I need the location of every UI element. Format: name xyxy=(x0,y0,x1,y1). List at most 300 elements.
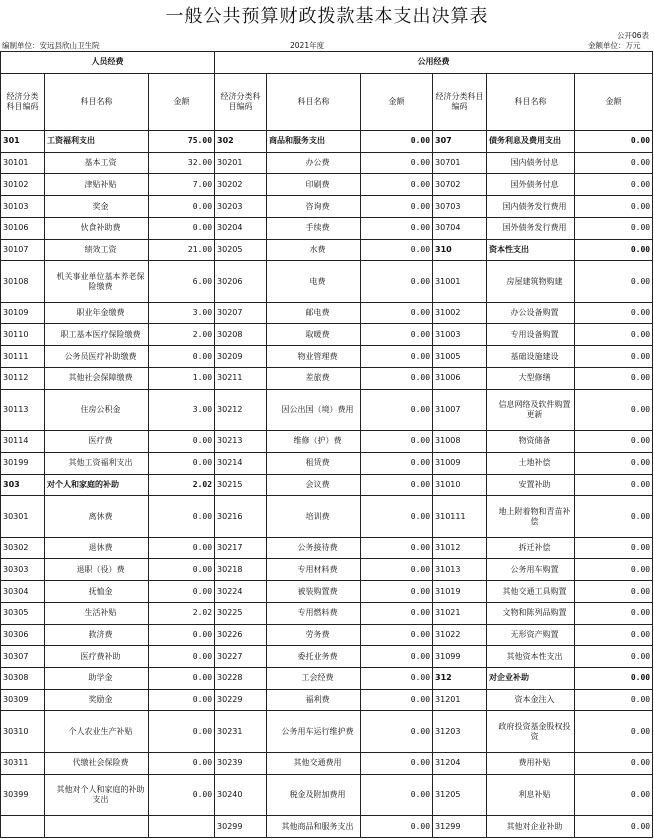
cell-name: 房屋建筑物购建 xyxy=(487,261,575,302)
cell-code: 30229 xyxy=(215,689,267,711)
cell-amount: 0.00 xyxy=(361,261,433,302)
cell-name: 福利费 xyxy=(267,689,361,711)
cell-code: 30209 xyxy=(215,346,267,368)
cell-amount: 0.00 xyxy=(575,302,653,324)
cell-name: 咨询费 xyxy=(267,196,361,218)
cell-code: 30240 xyxy=(215,774,267,815)
cell-amount: 0.00 xyxy=(575,752,653,774)
section-personnel: 人员经费 xyxy=(1,52,215,74)
cell-name: 办公设备购置 xyxy=(487,302,575,324)
cell-code: 310111 xyxy=(433,496,487,537)
cell-code: 30212 xyxy=(215,389,267,430)
cell-code: 30702 xyxy=(433,174,487,196)
cell-name: 信息网络及软件购置更新 xyxy=(487,389,575,430)
cell-code: 30109 xyxy=(1,302,45,324)
cell-amount: 0.00 xyxy=(575,496,653,537)
cell-name: 差旅费 xyxy=(267,367,361,389)
cell-amount: 32.00 xyxy=(149,152,215,174)
cell-amount: 0.00 xyxy=(361,537,433,559)
cell-name xyxy=(45,816,149,838)
cell-code: 30399 xyxy=(1,774,45,815)
cell-code: 30301 xyxy=(1,496,45,537)
cell-code: 30305 xyxy=(1,602,45,624)
cell-amount: 0.00 xyxy=(361,689,433,711)
cell-amount: 0.00 xyxy=(575,324,653,346)
cell-amount: 0.00 xyxy=(575,668,653,690)
cell-amount: 3.00 xyxy=(149,302,215,324)
cell-amount: 0.00 xyxy=(149,689,215,711)
cell-amount xyxy=(149,816,215,838)
cell-amount: 0.00 xyxy=(361,711,433,752)
cell-name: 其他工资福利支出 xyxy=(45,452,149,474)
cell-name: 税金及附加费用 xyxy=(267,774,361,815)
cell-name: 专用材料费 xyxy=(267,559,361,581)
cell-name: 地上附着物和青苗补偿 xyxy=(487,496,575,537)
header-name: 科目名称 xyxy=(267,73,361,130)
cell-code xyxy=(1,816,45,838)
cell-name: 无形资产购置 xyxy=(487,624,575,646)
cell-code: 30114 xyxy=(1,431,45,453)
cell-code: 31022 xyxy=(433,624,487,646)
cell-amount: 0.00 xyxy=(575,346,653,368)
cell-code: 30108 xyxy=(1,261,45,302)
cell-code: 30103 xyxy=(1,196,45,218)
cell-code: 307 xyxy=(433,130,487,152)
header-code: 经济分类科目编码 xyxy=(433,73,487,130)
cell-amount: 0.00 xyxy=(361,774,433,815)
cell-amount: 0.00 xyxy=(149,668,215,690)
cell-name: 基础设施建设 xyxy=(487,346,575,368)
cell-code: 30107 xyxy=(1,239,45,261)
cell-code: 30704 xyxy=(433,217,487,239)
cell-code: 30231 xyxy=(215,711,267,752)
cell-code: 31205 xyxy=(433,774,487,815)
table-row xyxy=(1,711,653,752)
cell-name: 个人农业生产补贴 xyxy=(45,711,149,752)
table-row xyxy=(1,130,653,152)
cell-amount: 0.00 xyxy=(575,711,653,752)
cell-code: 30311 xyxy=(1,752,45,774)
cell-name: 国外债务付息 xyxy=(487,174,575,196)
cell-name: 住房公积金 xyxy=(45,389,149,430)
cell-code: 31001 xyxy=(433,261,487,302)
cell-name: 对个人和家庭的补助 xyxy=(45,474,149,496)
cell-name: 机关事业单位基本养老保险缴费 xyxy=(45,261,149,302)
cell-code: 30703 xyxy=(433,196,487,218)
cell-name: 物资储备 xyxy=(487,431,575,453)
cell-name: 债务利息及费用支出 xyxy=(487,130,575,152)
cell-code: 30102 xyxy=(1,174,45,196)
cell-name: 国内债务发行费用 xyxy=(487,196,575,218)
cell-amount: 0.00 xyxy=(575,602,653,624)
cell-code: 31010 xyxy=(433,474,487,496)
cell-code: 30306 xyxy=(1,624,45,646)
table-row xyxy=(1,261,653,302)
cell-code: 312 xyxy=(433,668,487,690)
cell-name: 劳务费 xyxy=(267,624,361,646)
cell-amount: 0.00 xyxy=(575,452,653,474)
cell-amount: 0.00 xyxy=(575,581,653,603)
cell-amount: 0.00 xyxy=(575,389,653,430)
cell-code: 30206 xyxy=(215,261,267,302)
cell-amount: 0.00 xyxy=(575,646,653,668)
cell-name: 其他资本性支出 xyxy=(487,646,575,668)
table-row xyxy=(1,302,653,324)
section-public: 公用经费 xyxy=(215,52,653,74)
cell-amount: 0.00 xyxy=(361,217,433,239)
cell-name: 奖励金 xyxy=(45,689,149,711)
cell-amount: 2.02 xyxy=(149,602,215,624)
cell-amount: 0.00 xyxy=(361,130,433,152)
cell-name: 退职（役）费 xyxy=(45,559,149,581)
cell-amount: 0.00 xyxy=(149,452,215,474)
cell-name: 文物和陈列品购置 xyxy=(487,602,575,624)
cell-amount: 0.00 xyxy=(575,196,653,218)
cell-name: 其他社会保障缴费 xyxy=(45,367,149,389)
table-row xyxy=(1,559,653,581)
cell-code: 30299 xyxy=(215,816,267,838)
cell-name: 其他商品和服务支出 xyxy=(267,816,361,838)
cell-code: 30201 xyxy=(215,152,267,174)
table-row xyxy=(1,367,653,389)
cell-name: 基本工资 xyxy=(45,152,149,174)
expenditure-table xyxy=(0,51,653,838)
cell-code: 30214 xyxy=(215,452,267,474)
table-row xyxy=(1,346,653,368)
cell-amount: 0.00 xyxy=(575,152,653,174)
cell-code: 30304 xyxy=(1,581,45,603)
cell-code: 310 xyxy=(433,239,487,261)
cell-amount: 0.00 xyxy=(575,130,653,152)
table-row xyxy=(1,774,653,815)
cell-amount: 0.00 xyxy=(575,431,653,453)
table-row xyxy=(1,389,653,430)
cell-code: 303 xyxy=(1,474,45,496)
header-name: 科目名称 xyxy=(45,73,149,130)
cell-name: 安置补助 xyxy=(487,474,575,496)
cell-amount: 0.00 xyxy=(361,602,433,624)
cell-amount: 0.00 xyxy=(575,774,653,815)
cell-code: 30309 xyxy=(1,689,45,711)
cell-amount: 6.00 xyxy=(149,261,215,302)
cell-amount: 0.00 xyxy=(361,668,433,690)
cell-amount: 0.00 xyxy=(149,431,215,453)
table-row xyxy=(1,537,653,559)
cell-amount: 0.00 xyxy=(361,559,433,581)
table-row xyxy=(1,752,653,774)
cell-name: 取暖费 xyxy=(267,324,361,346)
cell-amount: 0.00 xyxy=(575,367,653,389)
cell-name: 职工基本医疗保险缴费 xyxy=(45,324,149,346)
cell-name: 土地补偿 xyxy=(487,452,575,474)
cell-name: 办公费 xyxy=(267,152,361,174)
cell-code: 31204 xyxy=(433,752,487,774)
cell-name: 被装购置费 xyxy=(267,581,361,603)
cell-name: 国内债务付息 xyxy=(487,152,575,174)
cell-amount: 0.00 xyxy=(575,559,653,581)
cell-amount: 0.00 xyxy=(575,174,653,196)
cell-name: 救济费 xyxy=(45,624,149,646)
cell-name: 培训费 xyxy=(267,496,361,537)
cell-name: 商品和服务支出 xyxy=(267,130,361,152)
cell-code: 30308 xyxy=(1,668,45,690)
header-row xyxy=(1,73,653,130)
cell-code: 30216 xyxy=(215,496,267,537)
cell-amount: 0.00 xyxy=(361,496,433,537)
cell-amount: 0.00 xyxy=(361,452,433,474)
table-row xyxy=(1,452,653,474)
cell-code: 30213 xyxy=(215,431,267,453)
cell-name: 助学金 xyxy=(45,668,149,690)
cell-name: 手续费 xyxy=(267,217,361,239)
cell-name: 绩效工资 xyxy=(45,239,149,261)
cell-amount: 0.00 xyxy=(361,324,433,346)
cell-code: 30227 xyxy=(215,646,267,668)
cell-code: 31002 xyxy=(433,302,487,324)
cell-amount: 0.00 xyxy=(575,624,653,646)
cell-code: 31021 xyxy=(433,602,487,624)
table-row xyxy=(1,196,653,218)
cell-code: 30217 xyxy=(215,537,267,559)
cell-code: 30204 xyxy=(215,217,267,239)
cell-name: 代缴社会保险费 xyxy=(45,752,149,774)
cell-code: 30202 xyxy=(215,174,267,196)
cell-amount: 0.00 xyxy=(149,646,215,668)
cell-amount: 0.00 xyxy=(149,774,215,815)
cell-amount: 0.00 xyxy=(575,474,653,496)
cell-amount: 0.00 xyxy=(361,624,433,646)
cell-code: 30112 xyxy=(1,367,45,389)
cell-amount: 21.00 xyxy=(149,239,215,261)
header-code: 经济分类科目编码 xyxy=(1,73,45,130)
cell-name: 其他交通工具购置 xyxy=(487,581,575,603)
cell-code: 31019 xyxy=(433,581,487,603)
cell-code: 30303 xyxy=(1,559,45,581)
cell-code: 30208 xyxy=(215,324,267,346)
cell-amount: 0.00 xyxy=(361,302,433,324)
cell-name: 因公出国（境）费用 xyxy=(267,389,361,430)
cell-name: 印刷费 xyxy=(267,174,361,196)
cell-name: 专用燃料费 xyxy=(267,602,361,624)
cell-name: 利息补贴 xyxy=(487,774,575,815)
cell-code: 31008 xyxy=(433,431,487,453)
cell-name: 其他交通费用 xyxy=(267,752,361,774)
cell-code: 30203 xyxy=(215,196,267,218)
cell-name: 抚恤金 xyxy=(45,581,149,603)
cell-name: 离休费 xyxy=(45,496,149,537)
table-row xyxy=(1,431,653,453)
cell-code: 31013 xyxy=(433,559,487,581)
cell-amount: 0.00 xyxy=(149,752,215,774)
cell-code: 30239 xyxy=(215,752,267,774)
cell-name: 其他对企业补助 xyxy=(487,816,575,838)
cell-amount: 75.00 xyxy=(149,130,215,152)
header-amount: 金额 xyxy=(149,73,215,130)
cell-amount: 0.00 xyxy=(575,816,653,838)
cell-name: 医疗费补助 xyxy=(45,646,149,668)
table-row xyxy=(1,602,653,624)
cell-amount: 0.00 xyxy=(361,174,433,196)
table-row xyxy=(1,324,653,346)
cell-code: 301 xyxy=(1,130,45,152)
cell-name: 物业管理费 xyxy=(267,346,361,368)
cell-name: 维修（护）费 xyxy=(267,431,361,453)
cell-code: 30113 xyxy=(1,389,45,430)
cell-name: 津贴补贴 xyxy=(45,174,149,196)
cell-amount: 0.00 xyxy=(149,711,215,752)
cell-name: 大型修缮 xyxy=(487,367,575,389)
form-number: 公开06表 xyxy=(617,31,650,40)
cell-name: 邮电费 xyxy=(267,302,361,324)
cell-amount: 1.00 xyxy=(149,367,215,389)
cell-code: 30205 xyxy=(215,239,267,261)
table-row xyxy=(1,217,653,239)
cell-amount: 0.00 xyxy=(361,346,433,368)
cell-code: 30307 xyxy=(1,646,45,668)
cell-name: 工会经费 xyxy=(267,668,361,690)
cell-amount: 0.00 xyxy=(149,346,215,368)
report-year: 2021年度 xyxy=(290,41,325,50)
header-amount: 金额 xyxy=(361,73,433,130)
cell-code: 30199 xyxy=(1,452,45,474)
cell-code: 30225 xyxy=(215,602,267,624)
cell-amount: 0.00 xyxy=(361,816,433,838)
cell-code: 30310 xyxy=(1,711,45,752)
cell-amount: 0.00 xyxy=(361,646,433,668)
cell-amount: 0.00 xyxy=(149,581,215,603)
cell-name: 电费 xyxy=(267,261,361,302)
cell-name: 水费 xyxy=(267,239,361,261)
table-row xyxy=(1,624,653,646)
cell-amount: 0.00 xyxy=(149,496,215,537)
cell-code: 31012 xyxy=(433,537,487,559)
cell-amount: 0.00 xyxy=(575,261,653,302)
cell-code: 30211 xyxy=(215,367,267,389)
cell-name: 生活补贴 xyxy=(45,602,149,624)
cell-amount: 0.00 xyxy=(149,559,215,581)
page-title: 一般公共预算财政拨款基本支出决算表 xyxy=(165,6,489,27)
table-row xyxy=(1,474,653,496)
cell-amount: 0.00 xyxy=(575,689,653,711)
section-row xyxy=(1,52,653,74)
cell-name: 公务用车运行维护费 xyxy=(267,711,361,752)
cell-name: 政府投资基金股权投资 xyxy=(487,711,575,752)
cell-name: 退休费 xyxy=(45,537,149,559)
cell-amount: 0.00 xyxy=(149,624,215,646)
cell-name: 专用设备购置 xyxy=(487,324,575,346)
cell-name: 公务用车购置 xyxy=(487,559,575,581)
cell-name: 职业年金缴费 xyxy=(45,302,149,324)
money-unit: 金额单位：万元 xyxy=(588,41,641,50)
table-row xyxy=(1,668,653,690)
cell-code: 31201 xyxy=(433,689,487,711)
cell-amount: 0.00 xyxy=(361,389,433,430)
cell-amount: 0.00 xyxy=(361,239,433,261)
cell-amount: 7.00 xyxy=(149,174,215,196)
cell-name: 伙食补助费 xyxy=(45,217,149,239)
cell-amount: 0.00 xyxy=(361,752,433,774)
cell-amount: 0.00 xyxy=(149,217,215,239)
cell-name: 租赁费 xyxy=(267,452,361,474)
cell-code: 31099 xyxy=(433,646,487,668)
cell-name: 对企业补助 xyxy=(487,668,575,690)
cell-code: 31005 xyxy=(433,346,487,368)
cell-name: 资本金注入 xyxy=(487,689,575,711)
cell-name: 公务接待费 xyxy=(267,537,361,559)
table-row xyxy=(1,152,653,174)
cell-name: 奖金 xyxy=(45,196,149,218)
cell-name: 医疗费 xyxy=(45,431,149,453)
header-amount: 金额 xyxy=(575,73,653,130)
cell-amount: 3.00 xyxy=(149,389,215,430)
cell-code: 30111 xyxy=(1,346,45,368)
cell-name: 费用补贴 xyxy=(487,752,575,774)
table-row xyxy=(1,239,653,261)
cell-name: 公务员医疗补助缴费 xyxy=(45,346,149,368)
cell-code: 30207 xyxy=(215,302,267,324)
cell-amount: 0.00 xyxy=(361,196,433,218)
cell-name: 拆迁补偿 xyxy=(487,537,575,559)
cell-code: 30224 xyxy=(215,581,267,603)
header-code: 经济分类科目编码 xyxy=(215,73,267,130)
cell-name: 工资福利支出 xyxy=(45,130,149,152)
cell-amount: 0.00 xyxy=(361,152,433,174)
cell-name: 其他对个人和家庭的补助支出 xyxy=(45,774,149,815)
cell-name: 委托业务费 xyxy=(267,646,361,668)
table-row xyxy=(1,174,653,196)
cell-amount: 0.00 xyxy=(361,474,433,496)
cell-amount: 0.00 xyxy=(575,537,653,559)
cell-code: 31009 xyxy=(433,452,487,474)
cell-name: 会议费 xyxy=(267,474,361,496)
cell-code: 302 xyxy=(215,130,267,152)
cell-code: 30228 xyxy=(215,668,267,690)
unit-label: 编制单位：安远县欣山卫生院 xyxy=(2,41,100,50)
cell-code: 30215 xyxy=(215,474,267,496)
table-row xyxy=(1,496,653,537)
cell-code: 31299 xyxy=(433,816,487,838)
table-row xyxy=(1,689,653,711)
cell-amount: 0.00 xyxy=(149,537,215,559)
cell-code: 30218 xyxy=(215,559,267,581)
cell-code: 31007 xyxy=(433,389,487,430)
cell-name: 国外债务发行费用 xyxy=(487,217,575,239)
cell-amount: 0.00 xyxy=(361,431,433,453)
cell-amount: 0.00 xyxy=(361,367,433,389)
cell-code: 30106 xyxy=(1,217,45,239)
cell-code: 30302 xyxy=(1,537,45,559)
table-body xyxy=(1,130,653,837)
cell-code: 30701 xyxy=(433,152,487,174)
table-row xyxy=(1,816,653,838)
cell-code: 31006 xyxy=(433,367,487,389)
cell-amount: 0.00 xyxy=(575,217,653,239)
cell-code: 30226 xyxy=(215,624,267,646)
cell-amount: 0.00 xyxy=(361,581,433,603)
cell-name: 资本性支出 xyxy=(487,239,575,261)
cell-code: 30101 xyxy=(1,152,45,174)
cell-amount: 2.00 xyxy=(149,324,215,346)
cell-code: 30110 xyxy=(1,324,45,346)
cell-amount: 0.00 xyxy=(149,196,215,218)
table-row xyxy=(1,581,653,603)
header-name: 科目名称 xyxy=(487,73,575,130)
cell-amount: 2.02 xyxy=(149,474,215,496)
cell-amount: 0.00 xyxy=(575,239,653,261)
cell-code: 31203 xyxy=(433,711,487,752)
table-row xyxy=(1,646,653,668)
cell-code: 31003 xyxy=(433,324,487,346)
